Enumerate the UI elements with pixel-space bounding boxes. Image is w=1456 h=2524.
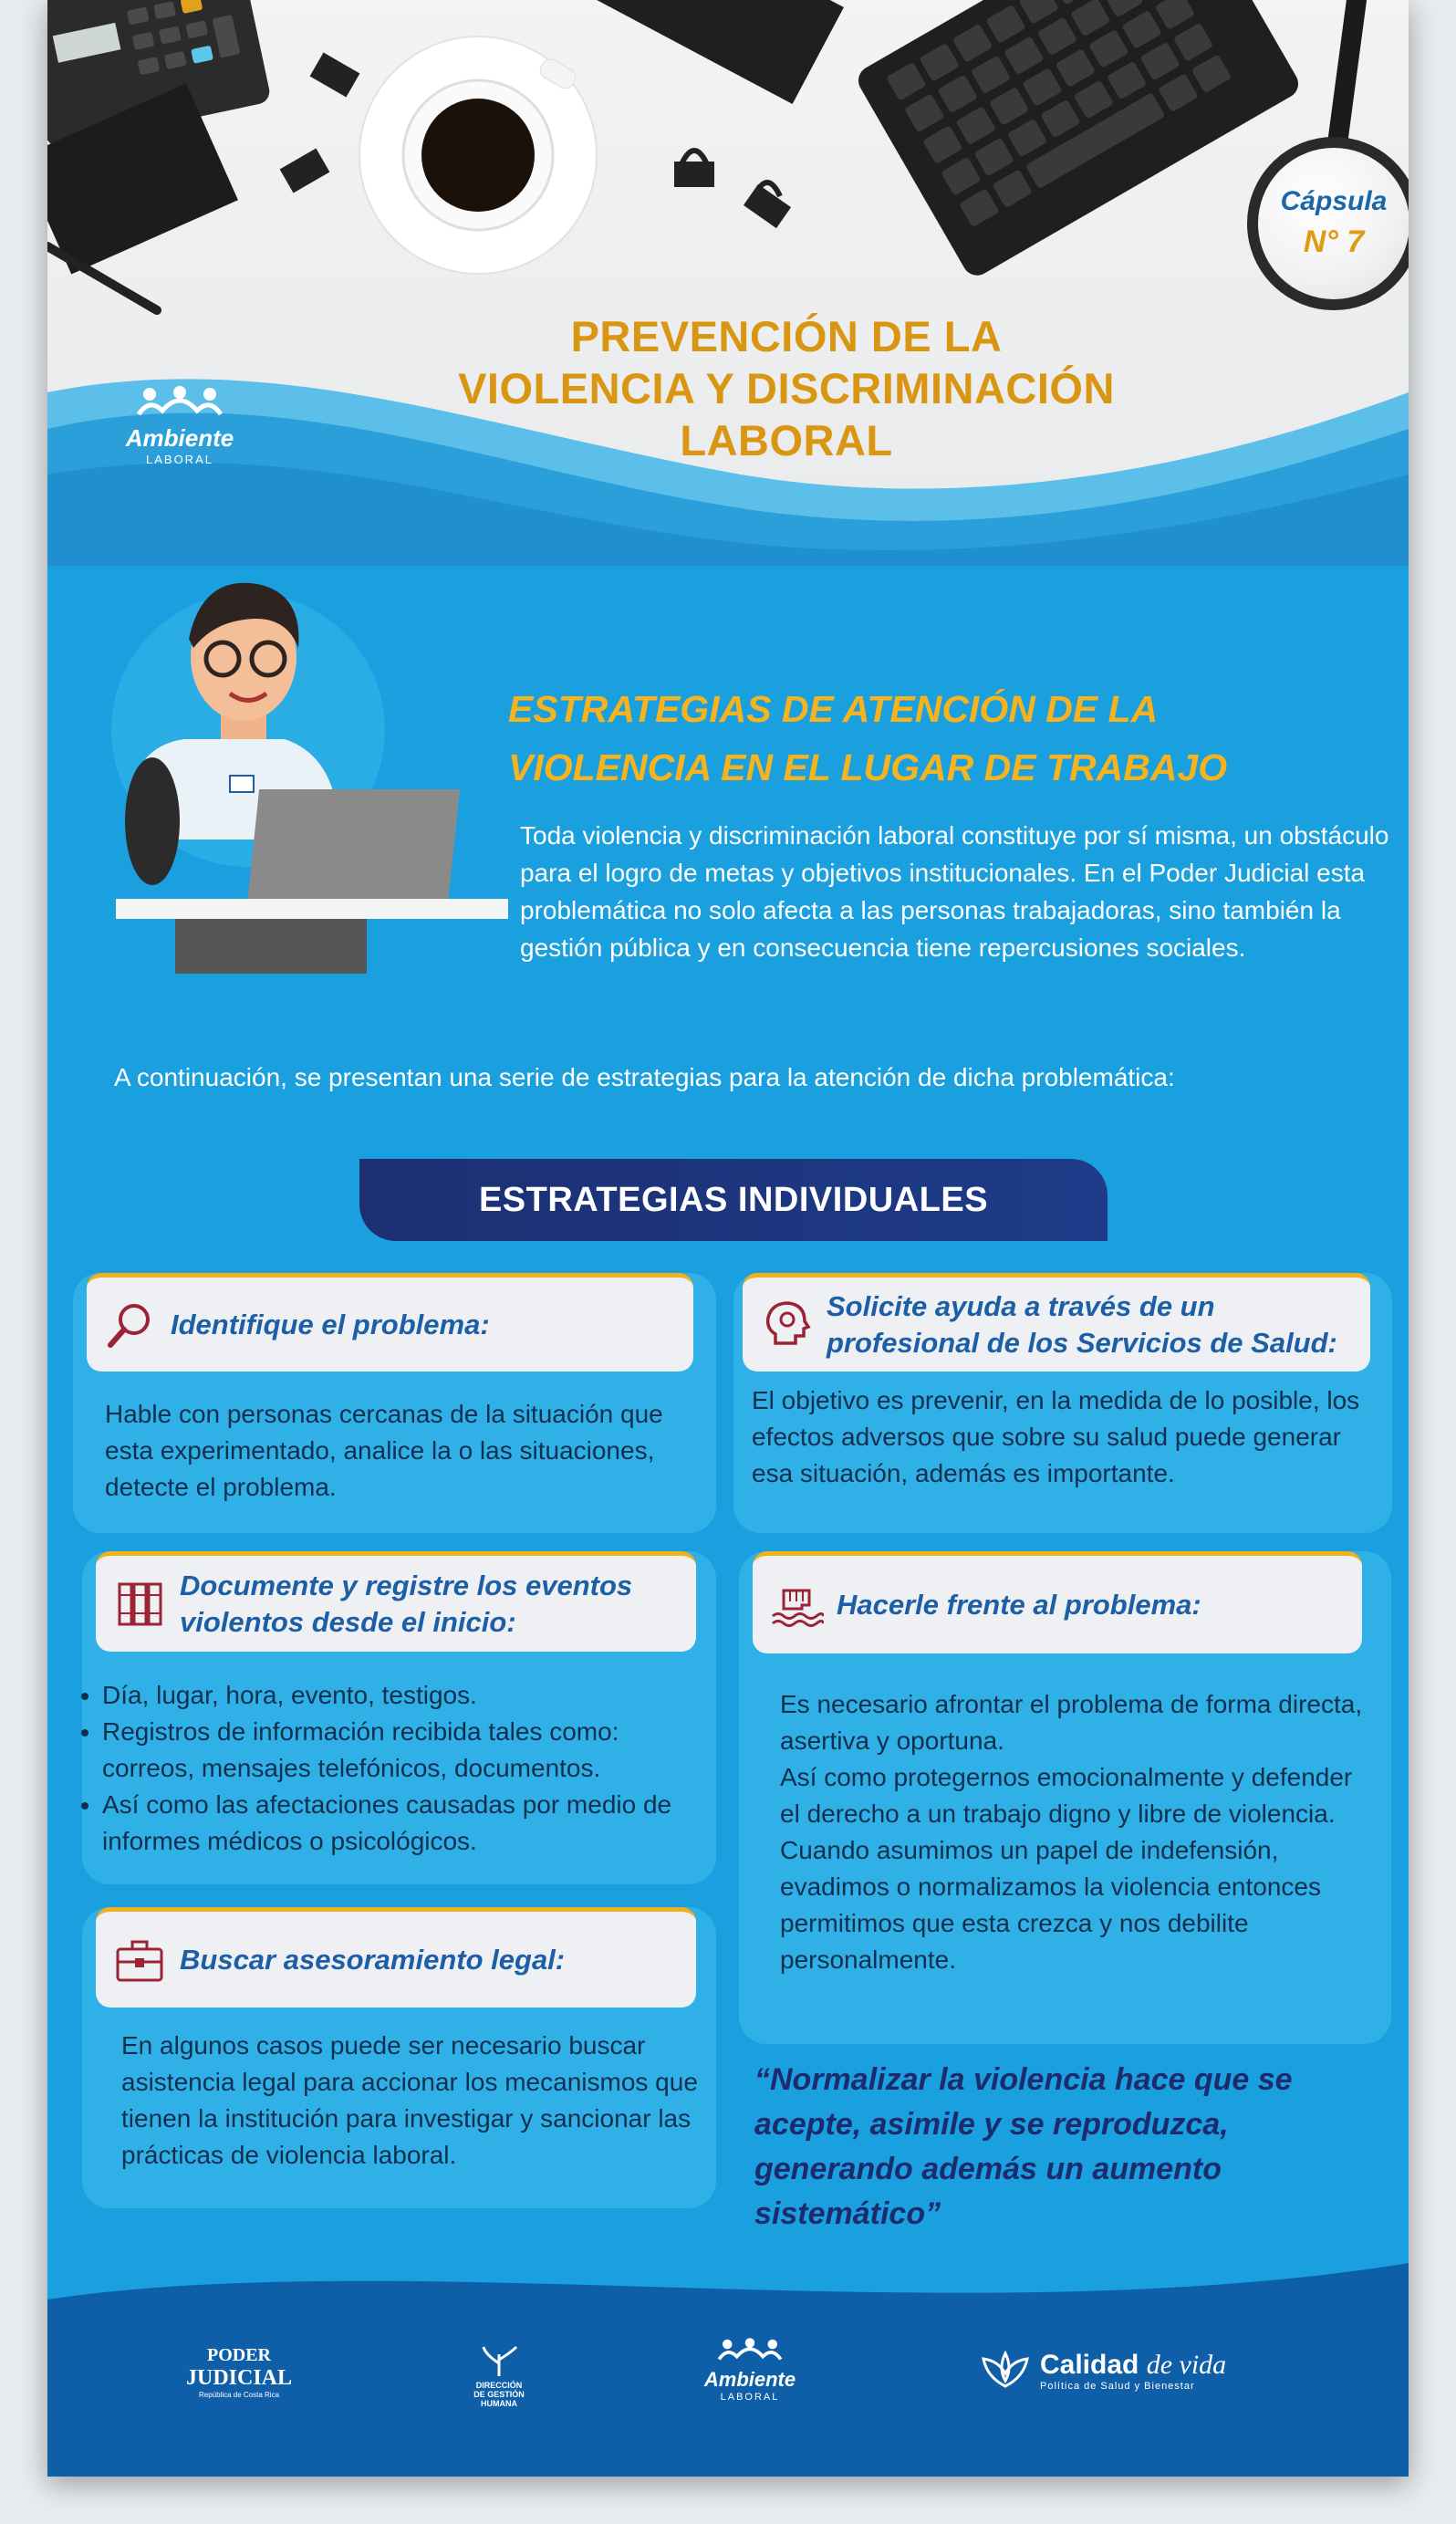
ambiente-laboral-logo — [102, 383, 257, 466]
card-document-body — [82, 1677, 702, 1860]
dgh-line-2: DE GESTIÓN — [473, 2390, 525, 2399]
raised-fist-icon — [769, 1578, 824, 1632]
ambiente-logo-sub: LABORAL — [146, 453, 213, 466]
card-legal-header — [96, 1907, 696, 2008]
card-legal-title: Buscar asesoramiento legal: — [180, 1943, 566, 1976]
coffee-cup — [359, 37, 597, 274]
header-photo — [47, 0, 1409, 566]
card-legal-body: En algunos casos puede ser necesario buscar asistencia legal para accionar los mecanismos que tienen la institución para investigar y sancionar las prácticas de violencia laboral. — [121, 2031, 698, 2169]
card-health-help — [733, 1273, 1392, 1533]
section-title-line-1: ESTRATEGIAS DE ATENCIÓN DE LA — [508, 688, 1159, 730]
lead-paragraph: A continuación, se presentan una serie de estrategias para la atención de dicha problemática: — [114, 1063, 1175, 1091]
magnifier-handle — [1338, 0, 1357, 137]
people-icon — [130, 383, 230, 420]
briefcase-icon — [112, 1933, 167, 1987]
binders-icon — [112, 1577, 167, 1632]
worker-illustration — [102, 548, 558, 986]
calidad-word: Calidad — [1040, 2350, 1139, 2380]
capsule-number: N° 7 — [1303, 224, 1365, 259]
card-identify-header — [87, 1273, 693, 1372]
list-item: • Registros de información recibida tales como: correos, mensajes telefónicos, documentos. — [102, 1714, 702, 1787]
notebook-top — [583, 0, 844, 104]
strategies-banner: ESTRATEGIAS INDIVIDUALES — [359, 1159, 1108, 1241]
card-document-title: Documente y registre los eventos violentos desde el inicio: — [180, 1569, 633, 1638]
title-line-1: PREVENCIÓN DE LA — [570, 312, 1003, 360]
poster — [47, 0, 1409, 2477]
calidad-de-vida-logo — [978, 2350, 1261, 2392]
poder-judicial-line-1: PODER — [207, 2345, 271, 2365]
title-line-2: VIOLENCIA Y DISCRIMINACIÓN — [458, 364, 1115, 412]
plant-icon — [476, 2345, 522, 2376]
card-document-header — [96, 1551, 696, 1652]
poder-judicial-logo — [175, 2345, 303, 2399]
card-health-help-header — [743, 1273, 1370, 1372]
intro-paragraph: Toda violencia y discriminación laboral constituye por sí misma, un obstáculo para el logro de metas y objetivos institucionales. En el Poder Judicial esta problemática no solo afecta a las personas trabajadoras, sino también la gestión pública y en consecuencia tiene repercusiones sociales. — [520, 821, 1389, 962]
list-item: • Día, lugar, hora, evento, testigos. — [102, 1677, 702, 1714]
desk-illustration — [47, 0, 1409, 566]
card-health-help-body: El objetivo es prevenir, en la medida de lo posible, los efectos adversos que sobre su salud puede generar esa situación, además es importante. — [752, 1386, 1360, 1487]
dgh-line-3: HUMANA — [481, 2399, 517, 2408]
lotus-icon — [978, 2350, 1033, 2390]
card-face-problem — [739, 1551, 1391, 2044]
de-vida-word: de vida — [1146, 2350, 1227, 2380]
list-item: • Así como las afectaciones causadas por medio de informes médicos o psicológicos. — [102, 1787, 702, 1860]
card-identify — [73, 1273, 716, 1533]
card-legal — [82, 1907, 716, 2208]
footer-ambiente-logo — [677, 2336, 823, 2403]
page-title — [412, 310, 1160, 466]
magnifier-icon — [103, 1298, 158, 1352]
head-support-icon — [759, 1298, 814, 1352]
card-identify-title: Identifique el problema: — [171, 1308, 490, 1340]
poder-judicial-line-2: JUDICIAL — [185, 2366, 292, 2390]
card-identify-body: Hable con personas cercanas de la situación que esta experimentado, analice la o las situaciones, detecte el problema. — [105, 1400, 663, 1501]
card-face-problem-title: Hacerle frente al problema: — [837, 1588, 1201, 1621]
direccion-gestion-humana-logo — [458, 2345, 540, 2408]
keyboard — [853, 0, 1304, 281]
calidad-sub: Política de Salud y Bienestar — [1040, 2381, 1195, 2392]
dgh-line-1: DIRECCIÓN — [475, 2381, 523, 2390]
title-line-3: LABORAL — [680, 416, 893, 464]
card-face-problem-header — [753, 1551, 1362, 1653]
footer-ambiente-sub: LABORAL — [720, 2392, 780, 2403]
people-icon — [709, 2336, 791, 2363]
card-face-problem-body: Es necesario afrontar el problema de forma directa, asertiva y oportuna. Así como protegernos emocionalmente y defender el derecho a un trabajo digno y libre de violencia. Cuando asumimos un papel de indefensión, evadimos o normalizamos la violencia entonces permitimos que esta crezca y nos debilite personalmente. — [780, 1690, 1363, 1974]
capsule-badge — [1247, 137, 1409, 310]
card-document — [82, 1551, 716, 1884]
ambiente-logo-name: Ambiente — [125, 424, 234, 452]
card-health-help-title: Solicite ayuda a través de un profesional de los Servicios de Salud: — [827, 1289, 1337, 1359]
section-title — [508, 680, 1384, 797]
footer — [47, 2309, 1409, 2477]
card-document-list — [82, 1677, 702, 1860]
closing-quote: “Normalizar la violencia hace que se acepte, asimile y se reproduzca, generando además un aumento sistemático” — [754, 2062, 1293, 2231]
footer-ambiente-name: Ambiente — [703, 2368, 796, 2391]
section-title-line-2: VIOLENCIA EN EL LUGAR DE TRABAJO — [508, 746, 1228, 788]
capsule-label: Cápsula — [1280, 186, 1388, 216]
poder-judicial-line-3: República de Costa Rica — [198, 2391, 280, 2399]
